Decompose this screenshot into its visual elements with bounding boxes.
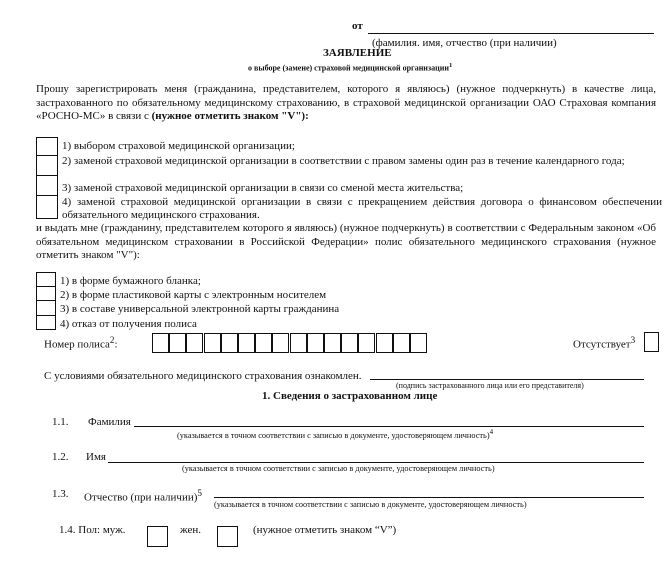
policy-number-cell[interactable] bbox=[393, 333, 410, 353]
reason-option-1[interactable]: 1) выбором страховой медицинской организации; bbox=[62, 140, 295, 152]
section-1-title: 1. Сведения о застрахованном лице bbox=[262, 390, 438, 402]
policy-form-option-3[interactable]: 3) в составе универсальной электронной карты гражданина bbox=[60, 303, 340, 315]
policy-number-cell[interactable] bbox=[307, 333, 324, 353]
signature-line[interactable] bbox=[370, 379, 644, 380]
policy-form-option-2[interactable]: 2) в форме пластиковой карты с электронным носителем bbox=[60, 289, 327, 301]
sex-note: (нужное отметить знаком “V”) bbox=[253, 524, 397, 536]
policy-number-cell[interactable] bbox=[221, 333, 238, 353]
policy-number-cell[interactable] bbox=[238, 333, 255, 353]
policy-number-cell[interactable] bbox=[255, 333, 272, 353]
document-subtitle: о выборе (замене) страховой медицинской организации$^1$ bbox=[248, 62, 453, 73]
sex-male-checkbox[interactable] bbox=[147, 526, 168, 547]
policy-number-cell[interactable] bbox=[324, 333, 341, 353]
reason-option-3[interactable]: 3) заменой страховой медицинской организации в связи со сменой места жительства; bbox=[62, 182, 464, 194]
reason-option-4[interactable]: 4) заменой страховой медицинской организации в связи с прекращением действия договора о финансовом обеспечении обязательного медицинского страхования. bbox=[62, 196, 662, 221]
sex-female-label: жен. bbox=[180, 524, 201, 536]
name-number: 1.2. bbox=[52, 451, 69, 463]
policy-number-cell[interactable] bbox=[341, 333, 358, 353]
policy-number-cell[interactable] bbox=[290, 333, 307, 353]
policy-number-cells[interactable] bbox=[152, 333, 452, 353]
policy-number-cell[interactable] bbox=[169, 333, 186, 353]
fio-caption: (фамилия. имя, отчество (при наличии) bbox=[372, 37, 557, 49]
name-label: Имя bbox=[86, 451, 106, 463]
surname-number: 1.1. bbox=[52, 416, 69, 428]
policy-number-cell[interactable] bbox=[376, 333, 393, 353]
patronymic-label: Отчество (при наличии)$^5$ bbox=[84, 488, 202, 504]
name-caption: (указывается в точном соответствии с записью в документе, удостоверяющем личность) bbox=[182, 464, 495, 473]
policy-number-cell[interactable] bbox=[410, 333, 427, 353]
sex-female-checkbox[interactable] bbox=[217, 526, 238, 547]
patronymic-number: 1.3. bbox=[52, 488, 69, 500]
intro-paragraph: Прошу зарегистрировать меня (гражданина, представителем, которого я являюсь) (нужное подчеркнуть) в качестве лица, застрахованного по обязательному медицинскому страхованию, в страховой медицинской организации ОАО Страховая компания «РОСНО-МС» в связи с (нужное отметить знаком "V"): bbox=[36, 83, 656, 122]
absent-checkbox[interactable] bbox=[644, 332, 659, 352]
name-input-line[interactable] bbox=[108, 462, 644, 463]
policy-form-option-1[interactable]: 1) в форме бумажного бланка; bbox=[60, 275, 201, 287]
policy-number-cell[interactable] bbox=[204, 333, 221, 353]
patronymic-input-line[interactable] bbox=[214, 497, 644, 498]
surname-caption: (указывается в точном соответствии с записью в документе, удостоверяющем личность)$^4$ bbox=[177, 429, 494, 440]
reasons-checkbox-group bbox=[36, 137, 58, 219]
applicant-fio-line[interactable] bbox=[368, 33, 654, 34]
patronymic-caption: (указывается в точном соответствии с записью в документе, удостоверяющем личность) bbox=[214, 500, 527, 509]
surname-input-line[interactable] bbox=[134, 426, 644, 427]
policy-form-option-4[interactable]: 4) отказ от получения полиса bbox=[60, 318, 197, 330]
issue-policy-paragraph: и выдать мне (гражданину, представителем которого я являюсь) (нужное подчеркнуть) в соответствии с Федеральным законом «Об обязательном медицинском страховании в Российской Федерации» полис обязательного медицинского страхования (нужное отметить знаком "V"): bbox=[36, 222, 656, 261]
policy-number-cell[interactable] bbox=[152, 333, 169, 353]
policy-number-cell[interactable] bbox=[186, 333, 203, 353]
document-title: ЗАЯВЛЕНИЕ bbox=[323, 47, 392, 59]
policy-number-cell[interactable] bbox=[358, 333, 375, 353]
absent-label: Отсутствует$^3$ bbox=[573, 335, 636, 351]
from-label: от bbox=[352, 20, 363, 32]
sex-label: 1.4. Пол: муж. bbox=[59, 524, 126, 536]
policy-number-cell[interactable] bbox=[272, 333, 289, 353]
reason-option-2[interactable]: 2) заменой страховой медицинской организации в соответствии с правом замены один раз в течение календарного года; bbox=[62, 155, 625, 167]
policy-number-label: Номер полиса$^2$: bbox=[44, 335, 118, 351]
policy-form-checkbox-group bbox=[36, 272, 56, 330]
surname-label: Фамилия bbox=[88, 416, 131, 428]
signature-caption: (подпись застрахованного лица или его представителя) bbox=[396, 381, 584, 390]
acknowledgement-text: С условиями обязательного медицинского страхования ознакомлен. bbox=[44, 370, 362, 382]
